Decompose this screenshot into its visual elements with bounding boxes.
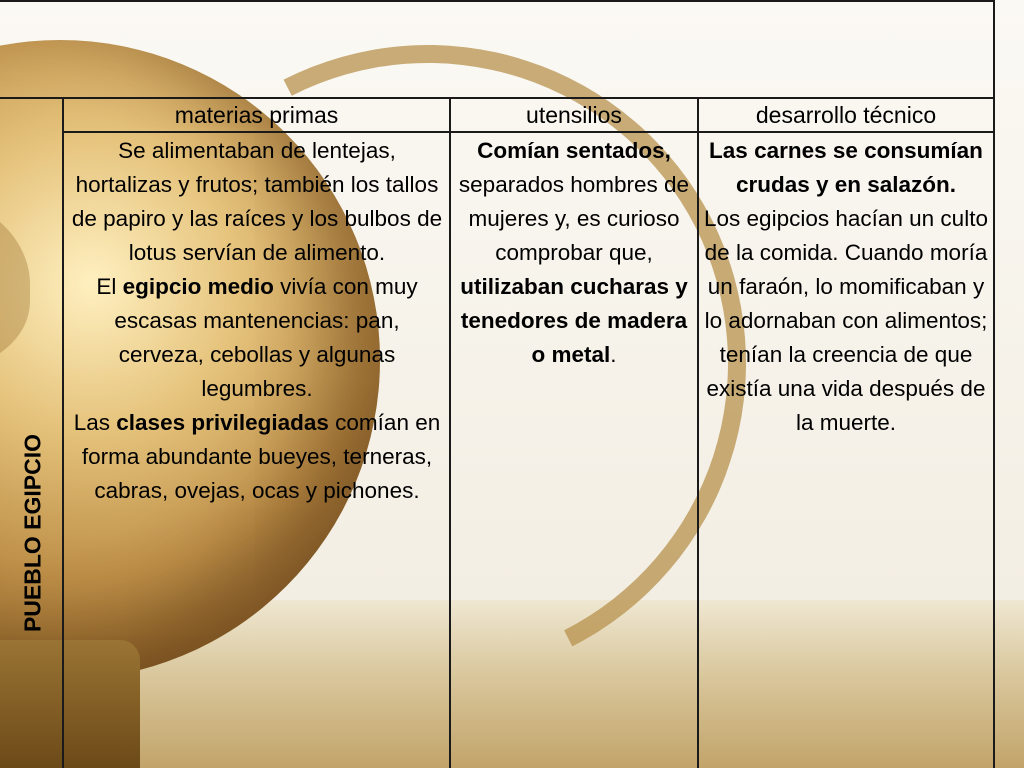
- column-header-materias: materias primas: [174, 102, 339, 128]
- column-header-desarrollo: desarrollo técnico: [755, 102, 937, 128]
- cell-desarrollo-tecnico: [700, 134, 992, 440]
- cell-materias-primas: [70, 134, 444, 508]
- table-border: [697, 98, 699, 768]
- paragraph: El egipcio medio vivía con muy escasas mantenencias: pan, cerveza, cebollas y algunas legumbres.: [96, 274, 418, 401]
- paragraph: Se alimentaban de lentejas, hortalizas y frutos; también los tallos de papiro y las raíces y los bulbos de lotus servían de alimento.: [71, 138, 443, 265]
- cell-utensilios: Comían sentados, separados hombres de mujeres y, es curioso comprobar que, utilizaban cucharas y tenedores de madera o metal.: [458, 138, 690, 367]
- table-border: [993, 0, 995, 768]
- table-border: [62, 131, 994, 133]
- column-header-utensilios: utensilios: [526, 102, 622, 128]
- row-header: [4, 98, 62, 768]
- paragraph: Las carnes se consumían crudas y en salazón.: [709, 138, 983, 197]
- table-border: [0, 0, 994, 2]
- table-border: [62, 98, 64, 768]
- paragraph: Las clases privilegiadas comían en forma abundante bueyes, terneras, cabras, ovejas, ocas y pichones.: [73, 410, 441, 503]
- row-label: PUEBLO EGIPCIO: [19, 433, 46, 633]
- paragraph: Los egipcios hacían un culto de la comida. Cuando moría un faraón, lo momificaban y lo adornaban con alimentos; tenían la creencia de que existía una vida después de la muerte.: [704, 206, 988, 435]
- table-border: [449, 98, 451, 768]
